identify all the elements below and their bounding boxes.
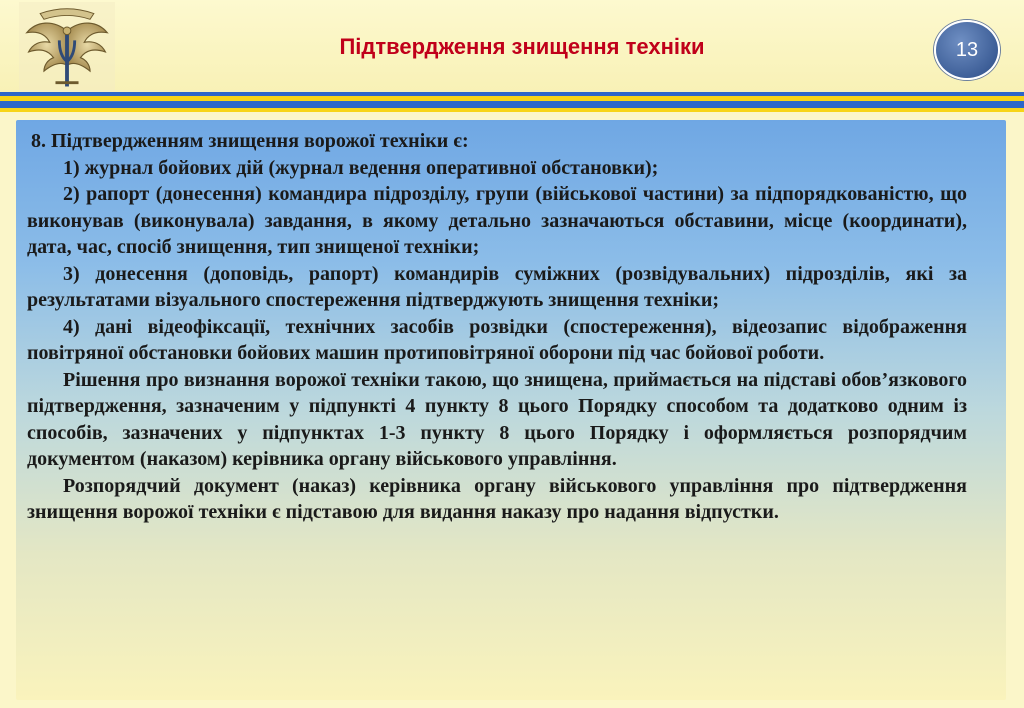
page-title: Підтвердження знищення техніки [339,34,705,59]
page-number-badge: 13 [934,20,1000,80]
flag-stripe-blue-bottom [0,101,1024,108]
slide-body-text [27,128,967,526]
list-item-1: 1) журнал бойових дій (журнал ведення оперативної обстановки); [63,156,659,179]
intro-line: 8. Підтвердженням знищення ворожої техніки є: [31,130,469,152]
list-item-4: 4) дані відеофіксації, технічних засобів розвідки (спостереження), відеозапис відображення повітряної обстановки бойових машин протиповітряної оборони під час бойової роботи. [27,315,967,364]
slide-header [0,0,1024,92]
flag-stripe-yellow-bottom [0,108,1024,112]
list-item-3: 3) донесення (доповідь, рапорт) командирів суміжних (розвідувальних) підрозділів, які за результатами візуального спостереження підтверджують знищення техніки; [27,262,967,311]
paragraph-decision: Рішення про визнання ворожої техніки такою, що знищена, приймається на підставі обов’язкового підтвердження, зазначеним у підпункті 4 пункту 8 цього Порядку способом та додатково одним із способів, зазначених у підпунктах 1-3 пункту 8 цього Порядку і оформляється розпорядчим документом (наказом) керівника органу військового управління. [27,368,967,470]
paragraph-order: Розпорядчий документ (наказ) керівника органу військового управління про підтвердження знищення ворожої техніки є підставою для видання наказу про надання відпустки. [27,474,967,523]
list-item-2: 2) рапорт (донесення) командира підрозділу, групи (військової частини) за підпорядкованістю, що виконував (виконувала) завдання, в якому детально зазначаються обставини, місце (координати), дата, час, спосіб знищення, тип знищеної техніки; [27,183,967,258]
